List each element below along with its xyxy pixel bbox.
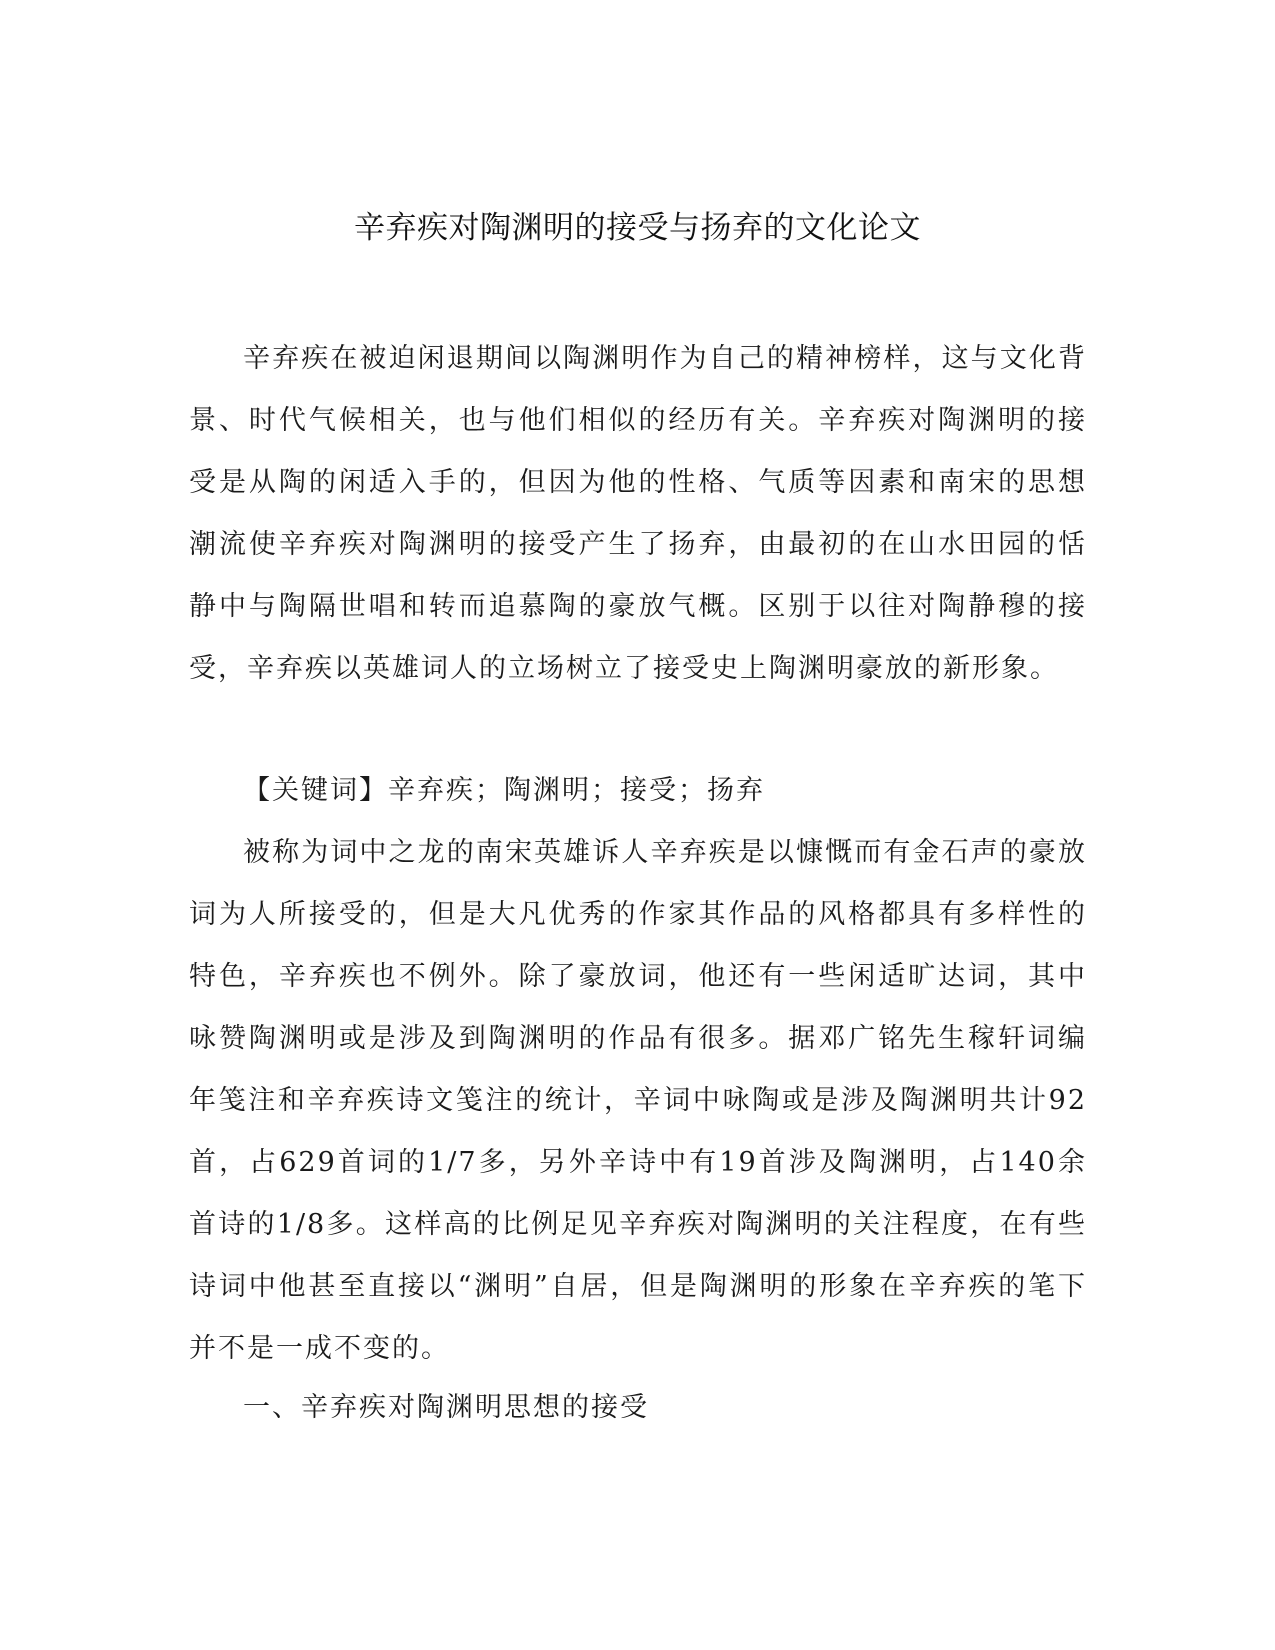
abstract-paragraph: 辛弃疾在被迫闲退期间以陶渊明作为自己的精神榜样，这与文化背景、时代气候相关，也与他们相似的经历有关。辛弃疾对陶渊明的接受是从陶的闲适入手的，但因为他的性格、气质等因素和南宋的思想潮流使辛弃疾对陶渊明的接受产生了扬弃，由最初的在山水田园的恬静中与陶隔世唱和转而追慕陶的豪放气概。区别于以往对陶静穆的接受，辛弃疾以英雄词人的立场树立了接受史上陶渊明豪放的新形象。 bbox=[189, 343, 1087, 684]
keywords-line: 【关键词】辛弃疾；陶渊明；接受；扬弃 bbox=[243, 775, 765, 806]
document-title: 辛弃疾对陶渊明的接受与扬弃的文化论文 bbox=[354, 210, 921, 246]
intro-paragraph: 被称为词中之龙的南宋英雄诉人辛弃疾是以慷慨而有金石声的豪放词为人所接受的，但是大凡优秀的作家其作品的风格都具有多样性的特色，辛弃疾也不例外。除了豪放词，他还有一些闲适旷达词，其中咏赞陶渊明或是涉及到陶渊明的作品有很多。据邓广铭先生稼轩词编年笺注和辛弃疾诗文笺注的统计，辛词中咏陶或是涉及陶渊明共计92首，占629首词的1/7多，另外辛诗中有19首涉及陶渊明，占140余首诗的1/8多。这样高的比例足见辛弃疾对陶渊明的关注程度，在有些诗词中他甚至直接以“渊明”自居，但是陶渊明的形象在辛弃疾的笔下并不是一成不变的。 bbox=[189, 837, 1087, 1364]
section-heading: 一、辛弃疾对陶渊明思想的接受 bbox=[243, 1392, 649, 1423]
